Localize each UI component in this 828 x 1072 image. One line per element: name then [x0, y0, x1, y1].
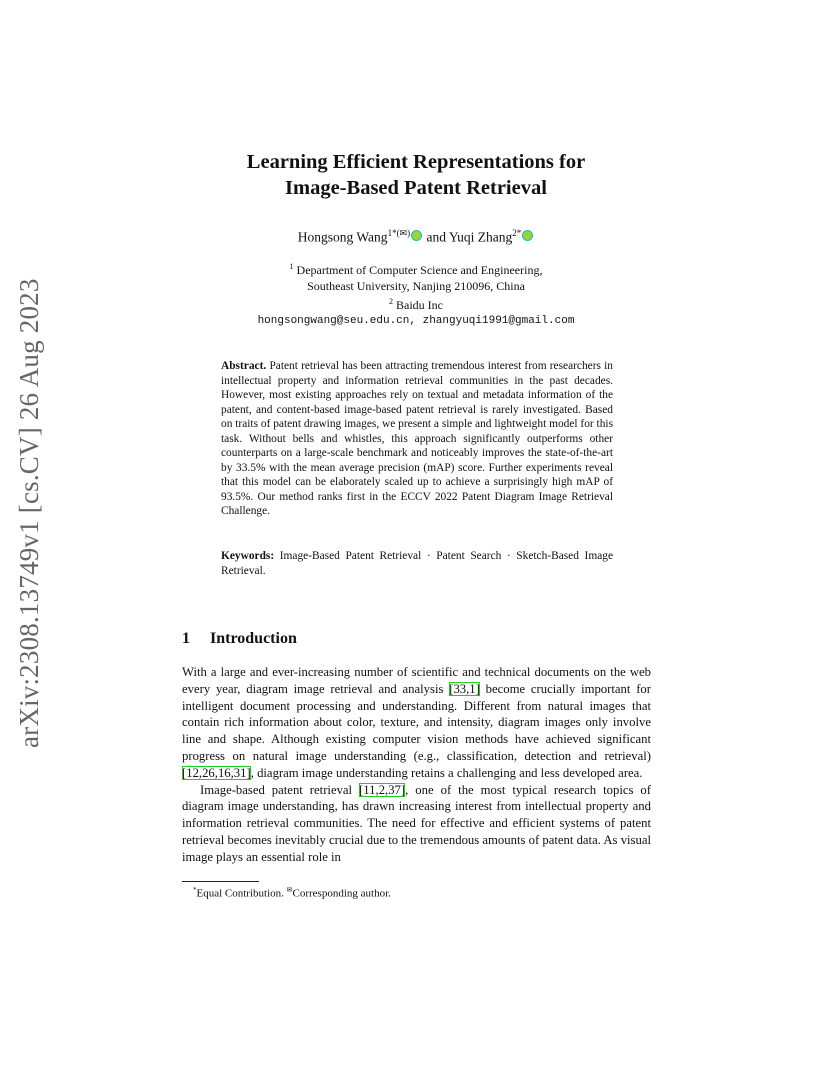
orcid-icon[interactable] — [522, 230, 533, 241]
abstract-label: Abstract. — [221, 360, 267, 372]
abstract-text: Patent retrieval has been attracting tremendous interest from researchers in intellectual property and information retrieval communities in the past decades. However, most existing approaches rely on textual and metadata information of the patent, and content-based image-based patent retrieval is rarely investigated. Based on traits of patent drawing images, we present a simple and lightweight model for this task. Without bells and whistles, this approach significantly outperforms other counterparts on a large-scale benchmark and noticeably improves the state-of-the-art by 33.5% with the mean average precision (mAP) score. Further experiments reveal that this model can be elaborately scaled up to achieve a surprisingly high mAP of 93.5%. Our method ranks first in the ECCV 2022 Patent Diagram Image Retrieval Challenge. — [221, 360, 613, 517]
section-heading — [182, 630, 297, 648]
keywords-label: Keywords: — [221, 550, 275, 562]
text-run: With a large and ever-increasing number of scientific and technical documents on the web every year, diagram image retrieval and analysis — [182, 665, 651, 696]
citation-link[interactable]: [33,1] — [449, 681, 480, 696]
author-2-name: Yuqi Zhang — [448, 229, 513, 245]
paper-title — [160, 149, 672, 201]
author-2-mark: 2* — [512, 228, 522, 238]
footnote-text: Equal Contribution. — [196, 887, 287, 900]
section-title: Introduction — [210, 630, 297, 647]
footnote-rule — [182, 881, 259, 882]
author-separator: and — [423, 229, 449, 245]
citation-link[interactable]: [11,2,37] — [359, 782, 406, 797]
author-emails: hongsongwang@seu.edu.cn, zhangyuqi1991@gmail.com — [257, 314, 575, 327]
footnote-mark-2: ✉ — [286, 886, 293, 894]
arxiv-identifier: arXiv:2308.13749v1 [cs.CV] 26 Aug 2023 — [14, 278, 44, 748]
intro-body — [182, 664, 651, 866]
intro-paragraph-2 — [182, 782, 651, 866]
footnote — [193, 886, 391, 900]
author-1-name: Hongsong Wang — [297, 229, 388, 245]
section-number: 1 — [182, 630, 190, 647]
text-run: , diagram image understanding retains a challenging and less developed area. — [250, 765, 643, 780]
footnote-mark: * — [193, 886, 197, 894]
title-line-2: Image-Based Patent Retrieval — [285, 177, 547, 199]
footnote-text-2: Corresponding author. — [292, 887, 391, 900]
text-run: Image-based patent retrieval — [200, 782, 360, 797]
affil-1-line-1: Department of Computer Science and Engineering, — [296, 263, 543, 277]
text-run: become crucially important for intelligent document processing and understanding. Different from natural images that contain rich information about color, texture, and intensity, diagram images only involve line and shape. Although existing computer vision methods have achieved significant progress on natural image understanding (e.g., classification, detection and retrieval) — [182, 681, 651, 763]
affil-2-line-1: Baidu Inc — [396, 298, 443, 312]
text-run: , one of the most typical research topics of diagram image understanding, has drawn increasing interest from intellectual property and information retrieval communities. The need for effective and efficient systems of patent retrieval becomes inevitably crucial due to the tremendous amounts of patent data. As visual image plays an essential role in — [182, 782, 651, 864]
affil-1-line-2: Southeast University, Nanjing 210096, China — [307, 278, 525, 293]
intro-paragraph-1 — [182, 664, 651, 782]
author-list — [160, 228, 672, 246]
author-1-mark: 1*(✉) — [387, 228, 411, 238]
affil-1-mark: 1 — [289, 262, 294, 271]
affiliations — [160, 259, 672, 329]
title-line-1: Learning Efficient Representations for — [246, 151, 586, 173]
citation-link[interactable]: [12,26,16,31] — [182, 765, 251, 780]
keywords — [221, 549, 613, 578]
orcid-icon[interactable] — [411, 230, 422, 241]
keywords-text: Image-Based Patent Retrieval · Patent Search · Sketch-Based Image Retrieval. — [221, 550, 613, 577]
abstract — [221, 359, 613, 519]
affil-2-mark: 2 — [389, 297, 393, 306]
